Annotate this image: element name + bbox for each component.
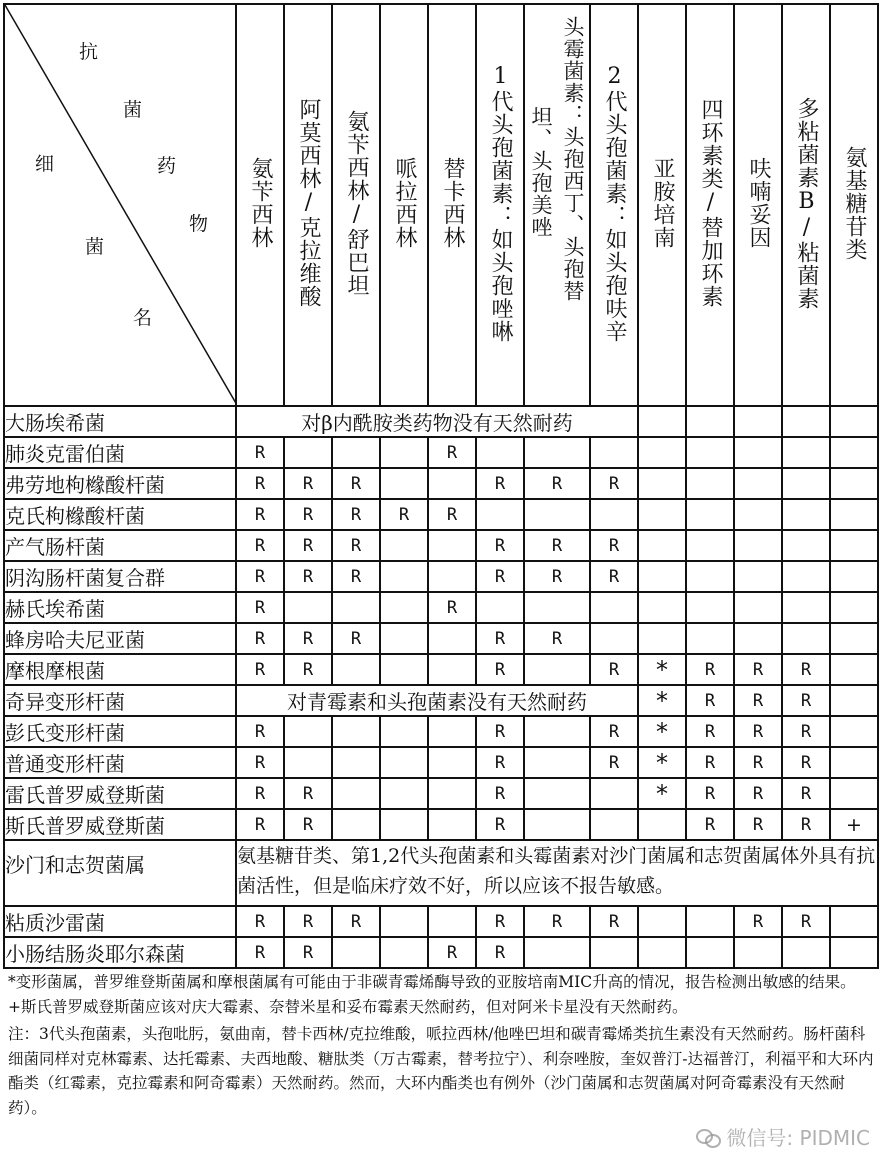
table-cell: R [236, 623, 284, 654]
bacteria-name: 奇异变形杆菌 [4, 685, 236, 716]
table-cell: R [686, 685, 734, 716]
table-cell [686, 530, 734, 561]
corner-drug-char: 药 [157, 155, 177, 177]
bacteria-name: 肺炎克雷伯菌 [4, 437, 236, 468]
table-cell [830, 406, 878, 437]
table-cell [380, 937, 428, 968]
table-cell [782, 592, 830, 623]
table-cell: R [236, 654, 284, 685]
table-cell: R [590, 654, 638, 685]
table-cell [524, 437, 590, 468]
table-cell: R [782, 685, 830, 716]
watermark [696, 1122, 870, 1151]
table-cell [284, 592, 332, 623]
table-cell [686, 906, 734, 937]
table-cell: R [380, 499, 428, 530]
table-cell: R [428, 437, 476, 468]
table-cell: R [476, 623, 524, 654]
table-cell [686, 499, 734, 530]
table-body [4, 406, 878, 968]
column-header-label: 哌拉西林 [392, 157, 417, 249]
column-header [236, 4, 284, 406]
table-cell: R [236, 809, 284, 840]
table-cell [380, 654, 428, 685]
table-row [4, 716, 878, 747]
footnote-general: 注：3代头孢菌素，头孢吡肟，氨曲南，替卡西林/克拉维酸，哌拉西林/他唑巴坦和碳青霉烯类抗生素没有天然耐药。肠杆菌科细菌同样对克林霉素、达托霉素、夫西地酸、糖肽类（万古霉素，替考拉宁）、利奈唑胺，奎奴普汀-达福普汀，利福平和大环内酯类（红霉素，克拉霉素和阿奇霉素）天然耐药。然而，大环内酯类也有例外（沙门菌属和志贺菌属对阿奇霉素没有天然耐药）。 [8, 1025, 874, 1117]
table-cell: R [734, 685, 782, 716]
bacteria-name: 摩根摩根菌 [4, 654, 236, 685]
table-cell [686, 937, 734, 968]
table-row [4, 906, 878, 937]
table-cell [734, 437, 782, 468]
table-cell: R [590, 906, 638, 937]
table-cell [638, 623, 686, 654]
table-cell [734, 468, 782, 499]
table-row [4, 561, 878, 592]
table-row [4, 406, 878, 437]
table-cell [830, 592, 878, 623]
table-cell [380, 906, 428, 937]
table-cell: R [782, 716, 830, 747]
table-cell: R [236, 716, 284, 747]
table-cell [380, 468, 428, 499]
table-cell [428, 809, 476, 840]
table-cell [380, 437, 428, 468]
table-cell: R [284, 906, 332, 937]
table-cell: R [332, 906, 380, 937]
bacteria-name: 雷氏普罗威登斯菌 [4, 778, 236, 809]
table-cell: R [428, 499, 476, 530]
table-cell [734, 592, 782, 623]
table-cell [782, 561, 830, 592]
table-cell [782, 530, 830, 561]
table-cell: R [236, 530, 284, 561]
table-cell: R [524, 561, 590, 592]
table-cell: R [686, 654, 734, 685]
table-cell [638, 468, 686, 499]
table-cell [332, 654, 380, 685]
table-cell [590, 809, 638, 840]
table-cell [332, 716, 380, 747]
bacteria-name: 蜂房哈夫尼亚菌 [4, 623, 236, 654]
column-header-label: 1代头孢菌素：如头孢唑啉 [488, 63, 513, 343]
column-header [734, 4, 782, 406]
table-cell [782, 406, 830, 437]
table-cell: R [236, 778, 284, 809]
bacteria-name: 沙门和志贺菌属 [4, 840, 236, 906]
table-cell [590, 778, 638, 809]
table-cell: R [236, 468, 284, 499]
table-cell [830, 468, 878, 499]
table-cell [734, 530, 782, 561]
bacteria-name: 弗劳地枸橼酸杆菌 [4, 468, 236, 499]
bacteria-name: 赫氏埃希菌 [4, 592, 236, 623]
table-row [4, 747, 878, 778]
table-row [4, 437, 878, 468]
table-cell: R [332, 561, 380, 592]
table-cell [380, 623, 428, 654]
table-cell [332, 437, 380, 468]
column-header-label: 2代头孢菌素：如头孢呋辛 [602, 63, 627, 343]
table-cell [830, 437, 878, 468]
column-header [638, 4, 686, 406]
table-cell: R [524, 530, 590, 561]
column-header-label: 阿莫西林/克拉维酸 [296, 98, 321, 308]
table-cell [830, 937, 878, 968]
table-cell: R [590, 468, 638, 499]
bacteria-name: 产气肠杆菌 [4, 530, 236, 561]
corner-bacteria-char: 菌 [85, 236, 105, 258]
table-cell [590, 499, 638, 530]
table-cell [590, 437, 638, 468]
merged-note-cell: 对β内酰胺类药物没有天然耐药 [236, 406, 638, 437]
table-cell [686, 437, 734, 468]
table-cell: R [476, 654, 524, 685]
wechat-icon [696, 1127, 722, 1147]
column-header-label: 呋喃妥因 [746, 157, 771, 249]
table-cell: R [332, 623, 380, 654]
table-cell: R [284, 530, 332, 561]
table-cell [830, 561, 878, 592]
table-cell: R [782, 778, 830, 809]
table-cell [590, 623, 638, 654]
table-cell: R [590, 716, 638, 747]
table-cell: R [686, 747, 734, 778]
table-cell: R [236, 747, 284, 778]
table-cell: R [284, 654, 332, 685]
table-row [4, 592, 878, 623]
column-header-label: 坦、头孢美唑 [529, 106, 553, 238]
table-cell [428, 530, 476, 561]
table-cell: R [476, 809, 524, 840]
table-cell [830, 685, 878, 716]
table-cell: R [782, 654, 830, 685]
table-cell [830, 778, 878, 809]
table-cell [380, 530, 428, 561]
table-cell: R [590, 530, 638, 561]
table-cell [686, 468, 734, 499]
table-cell: R [476, 937, 524, 968]
table-cell [380, 778, 428, 809]
bacteria-name: 小肠结肠炎耶尔森菌 [4, 937, 236, 968]
table-cell: R [284, 623, 332, 654]
table-cell: R [332, 468, 380, 499]
table-cell: R [476, 716, 524, 747]
table-cell [524, 654, 590, 685]
bacteria-name: 阴沟肠杆菌复合群 [4, 561, 236, 592]
table-cell [782, 499, 830, 530]
table-cell [332, 747, 380, 778]
merged-note-cell: 对青霉素和头孢菌素没有天然耐药 [236, 685, 638, 716]
column-header-label: 氨苄西林 [248, 157, 273, 249]
table-cell [524, 592, 590, 623]
column-header-label: 四环素类/替加环素 [698, 98, 723, 308]
corner-bacteria-char: 名 [133, 307, 153, 329]
table-cell: R [332, 499, 380, 530]
table-cell: R [236, 561, 284, 592]
table-cell [638, 561, 686, 592]
header-row [4, 4, 878, 406]
table-row [4, 809, 878, 840]
table-row [4, 778, 878, 809]
table-cell [830, 623, 878, 654]
table-cell: R [734, 747, 782, 778]
table-cell: R [284, 468, 332, 499]
bacteria-name: 斯氏普罗威登斯菌 [4, 809, 236, 840]
table-row [4, 654, 878, 685]
table-cell [830, 654, 878, 685]
table-cell [476, 499, 524, 530]
table-cell: R [734, 906, 782, 937]
table-cell: * [638, 716, 686, 747]
table-cell [380, 747, 428, 778]
table-cell: R [332, 530, 380, 561]
table-cell [332, 778, 380, 809]
table-cell [524, 716, 590, 747]
table-row [4, 530, 878, 561]
bacteria-name: 克氏枸橼酸杆菌 [4, 499, 236, 530]
table-cell [524, 499, 590, 530]
table-row [4, 685, 878, 716]
table-cell [638, 809, 686, 840]
column-header [524, 4, 590, 406]
table-cell [638, 499, 686, 530]
watermark-text: 微信号: PIDMIC [726, 1126, 870, 1150]
table-cell [284, 747, 332, 778]
footnotes [8, 970, 874, 1123]
table-cell: R [782, 747, 830, 778]
column-header-label: 亚胺培南 [650, 157, 675, 249]
table-cell [524, 778, 590, 809]
table-cell [638, 592, 686, 623]
table-cell [476, 592, 524, 623]
table-cell: * [638, 685, 686, 716]
table-cell [590, 937, 638, 968]
table-cell: R [476, 747, 524, 778]
table-row [4, 840, 878, 906]
column-header-label: 多粘菌素B/粘菌素 [794, 96, 819, 310]
column-header-label: 氨苄西林/舒巴坦 [344, 109, 369, 297]
column-header [476, 4, 524, 406]
table-cell [830, 499, 878, 530]
table-cell: R [476, 778, 524, 809]
table-cell [782, 623, 830, 654]
column-header [380, 4, 428, 406]
table-cell [428, 716, 476, 747]
corner-bacteria-char: 细 [35, 153, 55, 175]
column-header-label: 氨基糖苷类 [842, 145, 867, 261]
table-cell: R [236, 499, 284, 530]
column-header [782, 4, 830, 406]
column-header [830, 4, 878, 406]
table-cell: R [782, 906, 830, 937]
table-cell [734, 937, 782, 968]
table-cell [830, 906, 878, 937]
table-cell [428, 747, 476, 778]
table-cell: R [476, 468, 524, 499]
table-cell [638, 406, 686, 437]
table-cell [686, 623, 734, 654]
table-cell [380, 561, 428, 592]
column-header [686, 4, 734, 406]
table-row [4, 937, 878, 968]
table-cell [332, 809, 380, 840]
column-header [428, 4, 476, 406]
table-cell: R [284, 809, 332, 840]
table-cell [428, 906, 476, 937]
table-cell: + [830, 809, 878, 840]
table-cell [830, 530, 878, 561]
table-cell [686, 592, 734, 623]
bacteria-name: 普通变形杆菌 [4, 747, 236, 778]
table-cell: R [236, 437, 284, 468]
table-cell: R [590, 747, 638, 778]
bacteria-name: 大肠埃希菌 [4, 406, 236, 437]
table-cell [734, 499, 782, 530]
table-cell [638, 530, 686, 561]
table-cell [830, 747, 878, 778]
table-cell [686, 406, 734, 437]
table-cell [524, 809, 590, 840]
table-cell [428, 778, 476, 809]
table-cell [524, 937, 590, 968]
bacteria-name: 粘质沙雷菌 [4, 906, 236, 937]
table-cell [830, 716, 878, 747]
table-cell: R [284, 499, 332, 530]
table-cell [638, 437, 686, 468]
column-header-label: 头霉菌素：头孢西丁、头孢替 [561, 16, 585, 302]
table-cell [686, 561, 734, 592]
table-cell: R [428, 592, 476, 623]
table-cell [782, 937, 830, 968]
table-cell [332, 592, 380, 623]
table-row [4, 468, 878, 499]
table-cell: R [236, 906, 284, 937]
table-cell [476, 437, 524, 468]
table-cell [524, 747, 590, 778]
table-cell [284, 437, 332, 468]
table-cell: * [638, 747, 686, 778]
table-cell: R [476, 906, 524, 937]
table-cell [638, 906, 686, 937]
table-row [4, 499, 878, 530]
table-cell: R [686, 809, 734, 840]
table-cell: R [734, 716, 782, 747]
table-cell: R [524, 468, 590, 499]
table-cell [734, 406, 782, 437]
table-cell [428, 561, 476, 592]
corner-drug-char: 抗 [79, 41, 99, 63]
corner-diagonal [5, 5, 237, 405]
merged-note-cell: 氨基糖苷类、第1,2代头孢菌素和头霉菌素对沙门菌属和志贺菌属体外具有抗菌活性，但是临床疗效不好，所以应该不报告敏感。 [236, 840, 878, 906]
column-header [284, 4, 332, 406]
table-cell: R [734, 778, 782, 809]
corner-cell [4, 4, 236, 406]
table-cell: R [236, 592, 284, 623]
table-cell [638, 937, 686, 968]
corner-drug-char: 物 [189, 213, 209, 235]
table-cell [734, 623, 782, 654]
table-cell: R [734, 809, 782, 840]
table-cell: * [638, 778, 686, 809]
table-cell [380, 592, 428, 623]
table-cell: R [734, 654, 782, 685]
table-cell [734, 561, 782, 592]
table-cell [428, 468, 476, 499]
table-cell [428, 654, 476, 685]
table-cell: R [590, 561, 638, 592]
table-cell: R [236, 937, 284, 968]
corner-drug-char: 菌 [123, 99, 143, 121]
table-cell: * [638, 654, 686, 685]
bacteria-name: 彭氏变形杆菌 [4, 716, 236, 747]
table-cell [590, 592, 638, 623]
table-cell: R [284, 937, 332, 968]
footnote-symbols: *变形菌属，普罗维登斯菌属和摩根菌属有可能由于非碳青霉烯酶导致的亚胺培南MIC升高的情况，报告检测出敏感的结果。+斯氏普罗威登斯菌应该对庆大霉素、奈替米星和妥布霉素天然耐药，但对阿米卡星没有天然耐药。 [8, 973, 856, 1016]
table-cell: R [284, 778, 332, 809]
column-header [332, 4, 380, 406]
table-cell [332, 937, 380, 968]
column-header [590, 4, 638, 406]
table-cell: R [476, 561, 524, 592]
table-cell: R [782, 809, 830, 840]
table-cell [380, 716, 428, 747]
table-cell: R [476, 530, 524, 561]
column-header-label: 替卡西林 [440, 157, 465, 249]
table-cell [380, 809, 428, 840]
table-cell: R [428, 937, 476, 968]
resistance-table [3, 3, 879, 969]
table-cell: R [524, 623, 590, 654]
table-cell: R [284, 561, 332, 592]
table-cell [782, 437, 830, 468]
table-cell [284, 716, 332, 747]
table-row [4, 623, 878, 654]
table-cell: R [524, 906, 590, 937]
table-cell [782, 468, 830, 499]
table-cell: R [686, 778, 734, 809]
table-cell [428, 623, 476, 654]
table-cell: R [686, 716, 734, 747]
